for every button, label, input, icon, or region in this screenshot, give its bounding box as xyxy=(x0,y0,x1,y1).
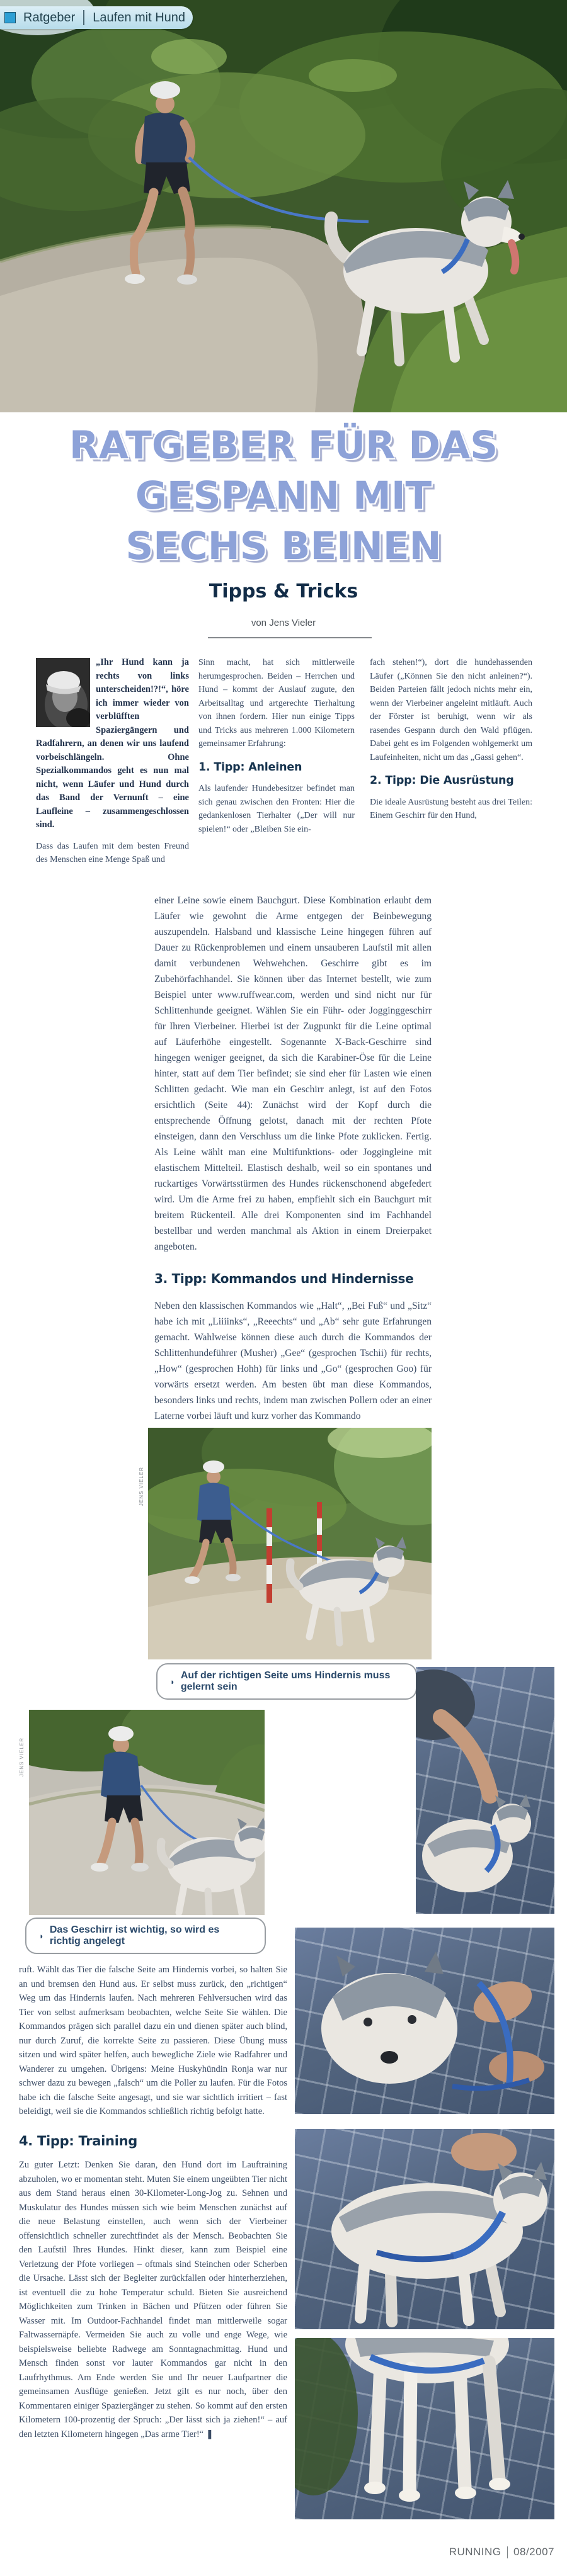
obstacle-caption xyxy=(156,1663,417,1700)
intro-lead: „Ihr Hund kann ja rechts von links unterscheiden!?!“, höre ich immer wieder von verblüfften Spaziergängern und Radfahrern, an denen wir uns laufend vorbeischlängeln. Ohne Spezialkommandos geht es nun mal nicht, wenn Läufer und Hund durch das Band der Vernunft – eine Laufleine – zusammengeschlossen sind. xyxy=(36,657,189,830)
issue-number: 08/2007 xyxy=(513,2546,554,2558)
tab-section-label: Ratgeber xyxy=(23,10,76,25)
section-tab xyxy=(0,6,193,29)
tip4-paragraph: Zu guter Letzt: Denken Sie daran, den Hund dort im Lauftraining abzuholen, wo er momentan steht. Muten Sie einem ungeübten Tier nicht aus dem Stand heraus einen 30-Kilometer-Long-Jog zu. Sehnen und Muskulatur des Hundes müssen sich wie beim Menschen zunächst auf die neue Belastung einstellen, auch wenn sich der Vierbeiner offensichtlich schneller zurechtfindet als der Mensch. Beobachten Sie den Laufstil Ihres Hundes. Hinkt dieser, kann zum Beispiel eine Verletzung der Pfote vorliegen – oftmals sind Steinchen oder Scherben die Ursache. Lässt sich der Begleiter zurückfallen oder hinterherziehen, ist eventuell die zu hohe Temperatur schuld. Bieten Sie ausreichend Möglichkeiten zum Trinken in Bächen und Pfützen oder führen Sie Wasser mit. Im Outdoor-Fachhandel findet man mittlerweile sogar Faltwassernäpfe. Vermeiden Sie auch zu volle und enge Wege, wie beispielsweise beliebte Radwege am Sonntagnachmittag. Hund und Mensch finden sonst vor lauter Kommandos gar nicht in den Laufrhythmus. Am Ende werden Sie und Ihr neuer Laufpartner die gemeinsamen Ausflüge genießen. Jetzt gilt es nur noch, über den Kommentaren einiger Spaziergänger zu stehen. So kommt auf den ersten Kilometern 100-prozentig der Spruch: „Der lässt sich ja ziehen!“ – auf den letzten Kilometern hingegen „Das arme Tier!“ ❚ xyxy=(19,2160,287,2439)
tip3-paragraph-2: ruft. Wählt das Tier die falsche Seite am Hindernis vorbei, so halten Sie an und bremsen den Hund aus. Er selbst muss zurück, den „richtigen“ Weg um das Hindernis laufen. Nach mehreren Fehlversuchen wird das Tier von selbst aufmerksam beobachten, welche Seite Sie wählen. Die Kommandos prägen sich parallel dazu ein und dienen später auch blind, nur durch Zuruf, die korrekte Seite zu passieren. Diese Übung muss sitzen und wird später helfen, auch bewegliche Ziele wie Radfahrer und Wanderer zu umgehen. Übrigens: Meine Huskyhündin Ronja war nur schwer dazu zu bewegen „falsch“ um die Poller zu laufen. Für die Fotos habe ich die falsche Seite angesagt, und sie war sichtlich irritiert – fast beleidigt, weil sie die Kommandos schließlich richtig befolgt hatte. xyxy=(19,1965,287,2116)
magazine-name: RUNNING xyxy=(449,2546,501,2558)
tip2-heading: 2. Tipp: Die Ausrüstung xyxy=(370,774,514,787)
harness-caption-text: Das Geschirr ist wichtig, so wird es richtig angelegt xyxy=(49,1924,220,1946)
obstacle-photo xyxy=(148,1428,432,1659)
tip1-heading: 1. Tipp: Anleinen xyxy=(198,760,302,774)
tip2-paragraph: Die ideale Ausrüstung besteht aus drei Teilen: Einem Geschirr für den Hund, xyxy=(370,797,532,820)
byline: von Jens Vieler xyxy=(251,618,316,628)
caption-marker-icon: ◗ xyxy=(170,1676,175,1686)
tip3-heading: 3. Tipp: Kommandos und Hindernisse xyxy=(154,1271,414,1286)
tip3-continuation xyxy=(19,1963,287,2441)
article-subtitle: Tipps & Tricks xyxy=(209,580,358,602)
intro-col2-paragraph: Sinn macht, hat sich mittlerweile herumgesprochen. Beiden – Herrchen und Hund – kommt der Auslauf zugute, den Arbeitsalltag und artgerechte Tierhaltung von ihnen fordern. Hier nun einige Tipps und Tricks aus mehreren 1.000 Kilometern gemeinsamer Erfahrung: xyxy=(198,658,355,749)
intro-col1-paragraph: Dass das Laufen mit dem besten Freund des Menschen eine Menge Spaß und xyxy=(36,841,189,864)
harness-photo-2 xyxy=(295,1928,554,2114)
intro-col3-paragraph: fach stehen!“), dort die hundehassenden Läufer („Können Sie den nicht anleinen?“). Beiden Parteien fällt jedoch nichts mehr ein, wenn der Vierbeiner angeleint mitläuft. Auch der Förster ist beruhigt, wenn wir als rasendes Gespann durch den Wald pflügen. Dabei geht es im Folgenden wohlgemerkt um Laufeinheiten, nicht um das „Gassi gehen“. xyxy=(370,658,532,762)
hero-photo-art xyxy=(0,0,567,412)
hero-photo xyxy=(0,0,567,412)
article-headline xyxy=(0,421,567,572)
tip4-heading: 4. Tipp: Training xyxy=(19,2133,137,2149)
slalom-pole-icon xyxy=(266,1508,272,1603)
footer-divider xyxy=(507,2546,508,2558)
author-portrait xyxy=(36,658,90,727)
obstacle-caption-text: Auf der richtigen Seite ums Hindernis muss gelernt sein xyxy=(180,1670,391,1692)
tip1-paragraph: Als laufender Hundebesitzer befindet man sich genau zwischen den Fronten: Hier die gedankenlosen Tierhalter („Der will nur spielen!“ oder „Bleiben Sie ein- xyxy=(198,784,355,834)
harness-photo-4 xyxy=(295,2338,554,2519)
equipment-paragraph: einer Leine sowie einem Bauchgurt. Diese Kombination erlaubt dem Läufer wie gewohnt die Arme entgegen der Beinbewegung auszupendeln. Halsband und klassische Leine hingegen führen auf Dauer zu Rückenproblemen und einem unsauberen Laufstil mit allen damit verbundenen Wehwehchen. Geschirre gibt es im Zubehörfachhandel. Sie können über das Internet bestellt, wie zum Beispiel unter www.ruffwear.com, werden und sind nicht nur für Schlittenhunde geeignet. Wählen Sie ein Führ- oder Jogginggeschirr für Ihren Vierbeiner. Hierbei ist der Zugpunkt für die Leine optimal auf Läuferhöhe eingestellt. Sogenannte X-Back-Geschirre sind hingegen weniger geeignet, da sich die Karabiner-Öse für die Leine hinter, statt auf dem Tier befindet; sie sind eher für Lasten wie einen Schlitten gedacht. Wie man ein Geschirr anlegt, ist auf den Fotos ersichtlich (Seite 44): Zunächst wird der Kopf durch die entsprechende Öffnung gelotst, danach mit der rechten Pfote einsteigen, dann den Verschluss um die linke Pfote zuklicken. Fertig. Als Leine wählt man eine Multifunktions- oder Joggingleine mit elastischem Mittelteil. Elastisch deshalb, weil so ein spontanes und ruckartiges Vorwärtsstürmen des Hundes rückenschonend abgefedert wird. Um die Arme frei zu haben, empfiehlt sich ein Bauchgurt mit breitem Rückenteil. Alle drei Komponenten sind im Fachhandel bestellbar und werden manchmal als Aktion in einem Dreierpaket angeboten. xyxy=(154,895,432,1252)
photo-credit-2: JENS VIELER xyxy=(19,1737,25,1777)
tab-corner-icon xyxy=(4,12,16,23)
tip3-paragraph-1: Neben den klassischen Kommandos wie „Halt“, „Bei Fuß“ und „Sitz“ habe ich mit „Liiiinks“, „Reeechts“ und „Ab“ sehr gute Erfahrungen gemacht. Wahlweise können diese auch durch die Kommandos der Schlittenhundeführer (Musher) „Gee“ (gesprochen Tschii) für rechts, „How“ (gesprochen Hohh) für links und „Go“ (gesprochen Goo) für vorwärts ersetzt werden. Am besten übt man diese Kommandos, besonders links und rechts, indem man zwischen Pollern oder an einer Laterne vorbei läuft und kurz vorher das Kommando xyxy=(154,1301,432,1421)
caption-marker-icon-2: ◗ xyxy=(39,1931,44,1941)
page-footer xyxy=(449,2546,554,2558)
byline-rule xyxy=(208,637,372,638)
headline-line-1: RATGEBER FÜR DAS xyxy=(69,423,498,468)
photo-credit: JENS VIELER xyxy=(139,1467,144,1506)
equipment-block xyxy=(154,893,432,1424)
headline-line-2: GESPANN MIT xyxy=(135,473,432,518)
harness-photo-1 xyxy=(416,1667,554,1914)
intro-column-1 xyxy=(36,656,189,874)
intro-column-3 xyxy=(370,656,532,830)
leash-walk-photo xyxy=(29,1710,265,1915)
tab-divider xyxy=(83,10,84,25)
harness-photo-3 xyxy=(295,2129,554,2329)
tab-topic-label: Laufen mit Hund xyxy=(93,10,186,25)
headline-line-3: SECHS BEINEN xyxy=(125,524,442,568)
harness-caption xyxy=(25,1918,266,1954)
intro-column-2 xyxy=(198,656,355,844)
